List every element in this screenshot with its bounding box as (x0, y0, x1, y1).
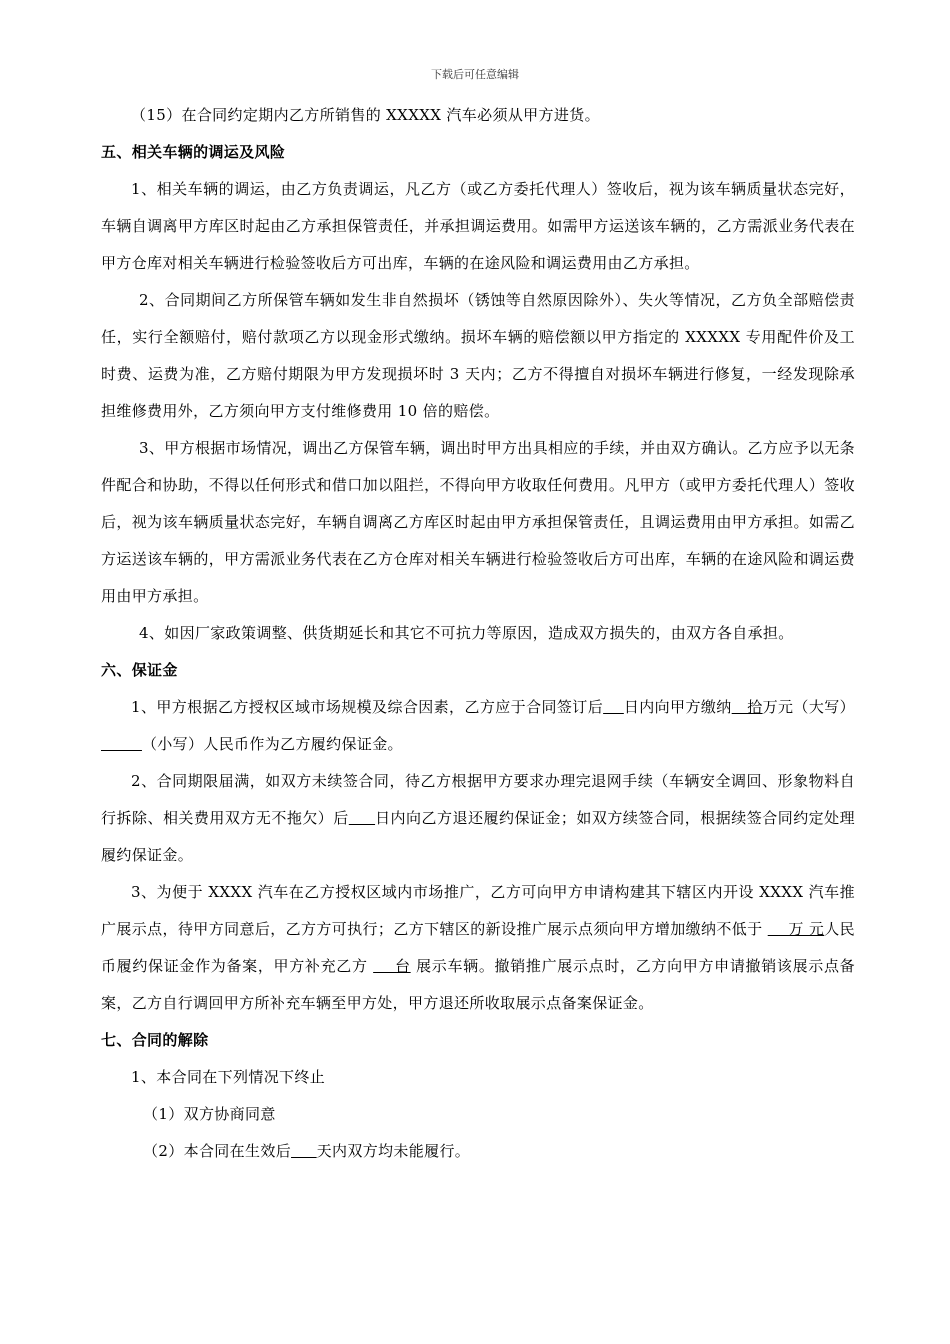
section6-paragraph-3 (101, 874, 855, 1022)
text-run: 人民币履约保证金作为备案，甲方补充乙方 (101, 920, 856, 975)
text-run: 天内双方均未能履行。 (316, 1142, 471, 1160)
section-heading-6: 六、保证金 (101, 661, 178, 679)
blank-days (349, 809, 375, 827)
document-body (101, 97, 855, 1170)
section5-paragraph-3: 3、甲方根据市场情况，调出乙方保管车辆，调出时甲方出具相应的手续，并由双方确认。乙方应予以无条件配合和协助，不得以任何形式和借口加以阻拦，不得向甲方收取任何费用。凡甲方（或甲方委托代理人）签收后，视为该车辆质量状态完好，车辆自调离乙方库区时起由甲方承担保管责任，且调运费用由甲方承担。如需乙方运送该车辆的，甲方需派业务代表在乙方仓库对相关车辆进行检验签收后方可出库，车辆的在途风险和调运费用由甲方承担。 (101, 439, 855, 605)
text-run: （2）本合同在生效后 (143, 1142, 292, 1160)
text-run: 2、合同期限届满，如双方未续签合同，待乙方根据甲方要求办理完退网手续（车辆安全调回、形象物料自行拆除、相关费用双方无不拖欠）后 (101, 772, 855, 827)
clause-item-15: （15）在合同约定期内乙方所销售的 XXXXX 汽车必须从甲方进货。 (131, 106, 600, 124)
section6-paragraph-2 (101, 763, 855, 874)
section5-paragraph-1: 1、相关车辆的调运，由乙方负责调运，凡乙方（或乙方委托代理人）签收后，视为该车辆质量状态完好，车辆自调离甲方库区时起由乙方承担保管责任，并承担调运费用。如需甲方运送该车辆的，乙方需派业务代表在甲方仓库对相关车辆进行检验签收后方可出库，车辆的在途风险和调运费用由乙方承担。 (101, 180, 855, 272)
section7-paragraph-1: 1、本合同在下列情况下终止 (131, 1068, 326, 1086)
blank-amount-words: 拾 (731, 698, 763, 716)
section5-paragraph-2: 2、合同期间乙方所保管车辆如发生非自然损坏（锈蚀等自然原因除外）、失火等情况，乙方负全部赔偿责任，实行全额赔付，赔付款项乙方以现金形式缴纳。损坏车辆的赔偿额以甲方指定的 XXXXX 专用配件价及工时费、运费为准，乙方赔付期限为甲方发现损坏时 3 天内；乙方不得擅自对损坏车辆进行修复，一经发现除承担维修费用外，乙方须向甲方支付维修费用 10 倍的赔偿。 (101, 291, 855, 420)
text-run: 1、甲方根据乙方授权区域市场规模及综合因素，乙方应于合同签订后 (131, 698, 604, 716)
blank-amount-number (101, 735, 142, 753)
section6-paragraph-1 (101, 689, 855, 763)
section-heading-7: 七、合同的解除 (101, 1031, 209, 1049)
section7-item-2 (101, 1133, 855, 1170)
section5-paragraph-4: 4、如因厂家政策调整、供货期延长和其它不可抗力等原因，造成双方损失的，由双方各自承担。 (139, 624, 794, 642)
text-run: 日内向甲方缴纳 (623, 698, 732, 716)
page-header: 下载后可任意编辑 (431, 68, 519, 81)
text-run: 展示车辆。撤销推广展示点时，乙方向甲方申请撤销该展示点备案，乙方自行调回甲方所补充车辆至甲方处，甲方退还所收取展示点备案保证金。 (101, 957, 856, 1012)
blank-days (603, 698, 624, 716)
blank-vehicles: 台 (373, 957, 411, 975)
section-heading-5: 五、相关车辆的调运及风险 (101, 143, 286, 161)
blank-deposit: 万 元 (767, 920, 825, 938)
text-run: 3、为便于 XXXX 汽车在乙方授权区域内市场推广，乙方可向甲方申请构建其下辖区内开设 XXXX 汽车推广展示点，待甲方同意后，乙方方可执行；乙方下辖区的新设推广展示点须向甲方增加缴纳不低于 (101, 883, 855, 938)
text-run: 日内向乙方退还履约保证金；如双方续签合同，根据续签合同约定处理履约保证金。 (101, 809, 855, 864)
section7-item-1: （1）双方协商同意 (143, 1105, 276, 1123)
text-run: 万元（大写） (762, 698, 855, 716)
text-run: （小写）人民币作为乙方履约保证金。 (141, 735, 403, 753)
blank-days (291, 1142, 317, 1160)
